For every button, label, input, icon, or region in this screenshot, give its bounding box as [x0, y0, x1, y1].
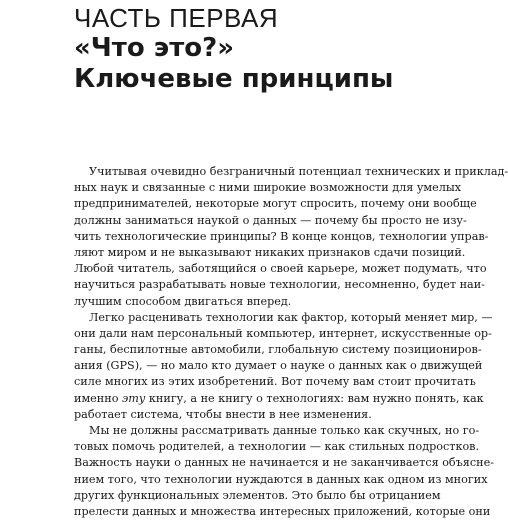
paragraph-line: ганы, беспилотные автомобили, глобальную систему позициониров- [74, 343, 482, 357]
body-text [74, 164, 508, 520]
paragraph-line: должны заниматься наукой о данных — почему бы просто не изу- [74, 213, 467, 227]
paragraph-line: именно эту книгу, а не книгу о технологиях: вам нужно понять, как [74, 391, 484, 405]
paragraph-line: прелести данных и множества интересных приложений, которые они [74, 504, 491, 518]
paragraph-line: других функциональных элементов. Это было бы отрицанием [74, 488, 441, 502]
paragraph-line: товых помочь родителей, а технологии — как стильных подростков. [74, 440, 480, 454]
paragraph-line: нием того, что технологии нуждаются в данных как одном из многих [74, 472, 488, 486]
paragraph-line: Важность науки о данных не начинается и не заканчивается объясне- [74, 456, 494, 470]
paragraph-line: предпринимателей, некоторые могут спросить, почему они вообще [74, 197, 477, 211]
paragraph-line: Легко расценивать технологии как фактор, который меняет мир, — [89, 310, 493, 324]
paragraph-line: они дали нам персональный компьютер, интернет, искусственные ор- [74, 326, 492, 340]
part-label: ЧАСТЬ ПЕРВАЯ [74, 3, 279, 33]
paragraph-line: ляют миром и не выказывают никаких признаков сдачи позиций. [74, 245, 466, 259]
chapter-title-line-1: «Что это?» [74, 33, 235, 63]
paragraph-line: работает система, чтобы внести в нее изменения. [74, 407, 372, 421]
paragraph-line: лучшим способом двигаться вперед. [74, 294, 292, 308]
paragraph-line: Любой читатель, заботящийся о своей карьере, может подумать, что [74, 262, 487, 276]
paragraph-line: научиться разрабатывать новые технологии, несомненно, будет наи- [74, 278, 485, 292]
paragraph-line: чить технологические принципы? В конце концов, технологии управ- [74, 229, 489, 243]
emphasis: эту [121, 391, 146, 405]
chapter-title [74, 33, 393, 95]
paragraph-line: ания (GPS), — но мало кто думает о науке о данных как о движущей [74, 359, 483, 373]
paragraph-line: Мы не должны рассматривать данные только как скучных, но го- [89, 424, 480, 437]
paragraph-line: силе многих из этих изобретений. Вот почему вам стоит прочитать [74, 375, 476, 389]
paragraph-line: Учитывая очевидно безграничный потенциал технических и приклад- [89, 165, 508, 178]
paragraph-line: ных наук и связанные с ними широкие возможности для умелых [74, 181, 462, 195]
chapter-title-line-2: Ключевые принципы [74, 64, 394, 94]
